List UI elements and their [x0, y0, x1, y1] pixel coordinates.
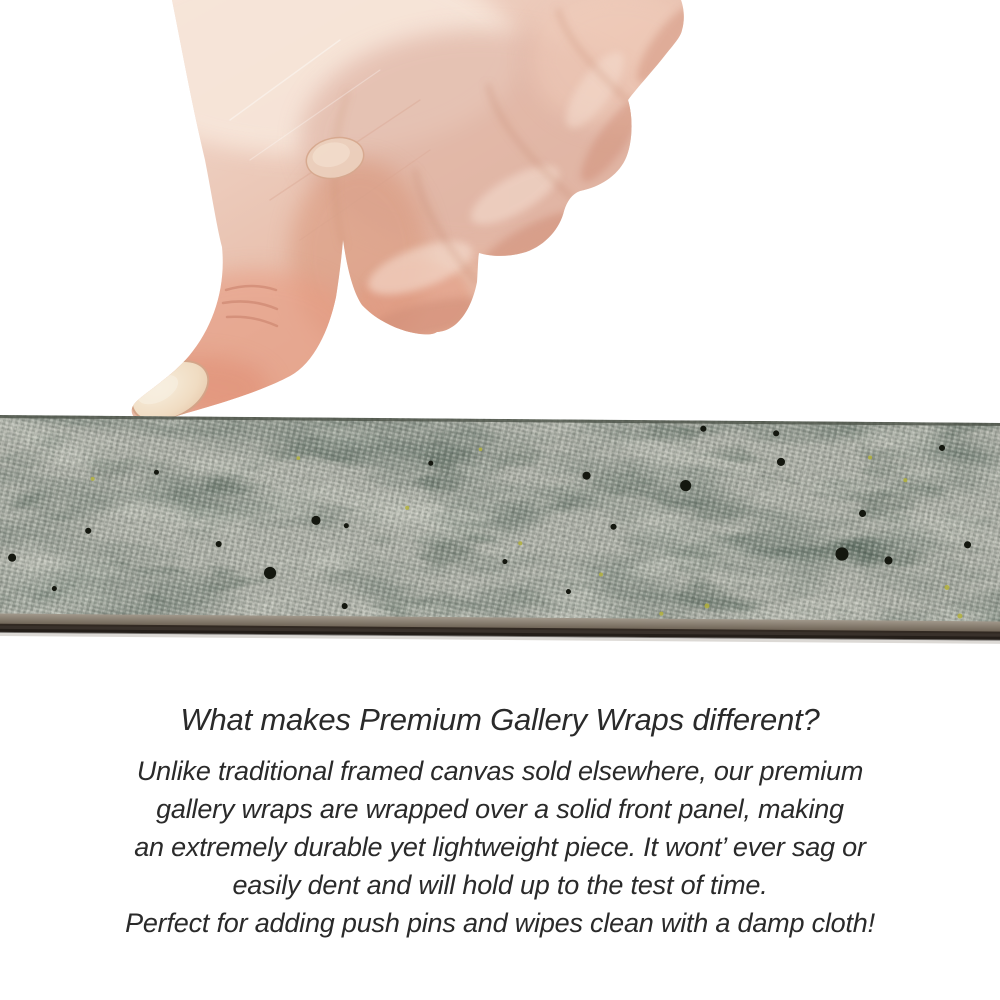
- caption-line: easily dent and will hold up to the test of time.: [232, 870, 768, 900]
- canvas-texture: [0, 415, 1000, 649]
- caption-block: [0, 700, 1000, 942]
- caption-line: Unlike traditional framed canvas sold elsewhere, our premium: [136, 756, 864, 786]
- canvas-edge-strip: [0, 415, 1000, 649]
- caption-line: Perfect for adding push pins and wipes clean with a damp cloth!: [125, 908, 875, 938]
- caption-title: What makes Premium Gallery Wraps different?: [180, 702, 820, 737]
- caption-line: gallery wraps are wrapped over a solid front panel, making: [156, 794, 844, 824]
- caption-line: an extremely durable yet lightweight piece. It wont’ ever sag or: [134, 832, 866, 862]
- hand-pressing-thumb-illustration: [0, 0, 710, 421]
